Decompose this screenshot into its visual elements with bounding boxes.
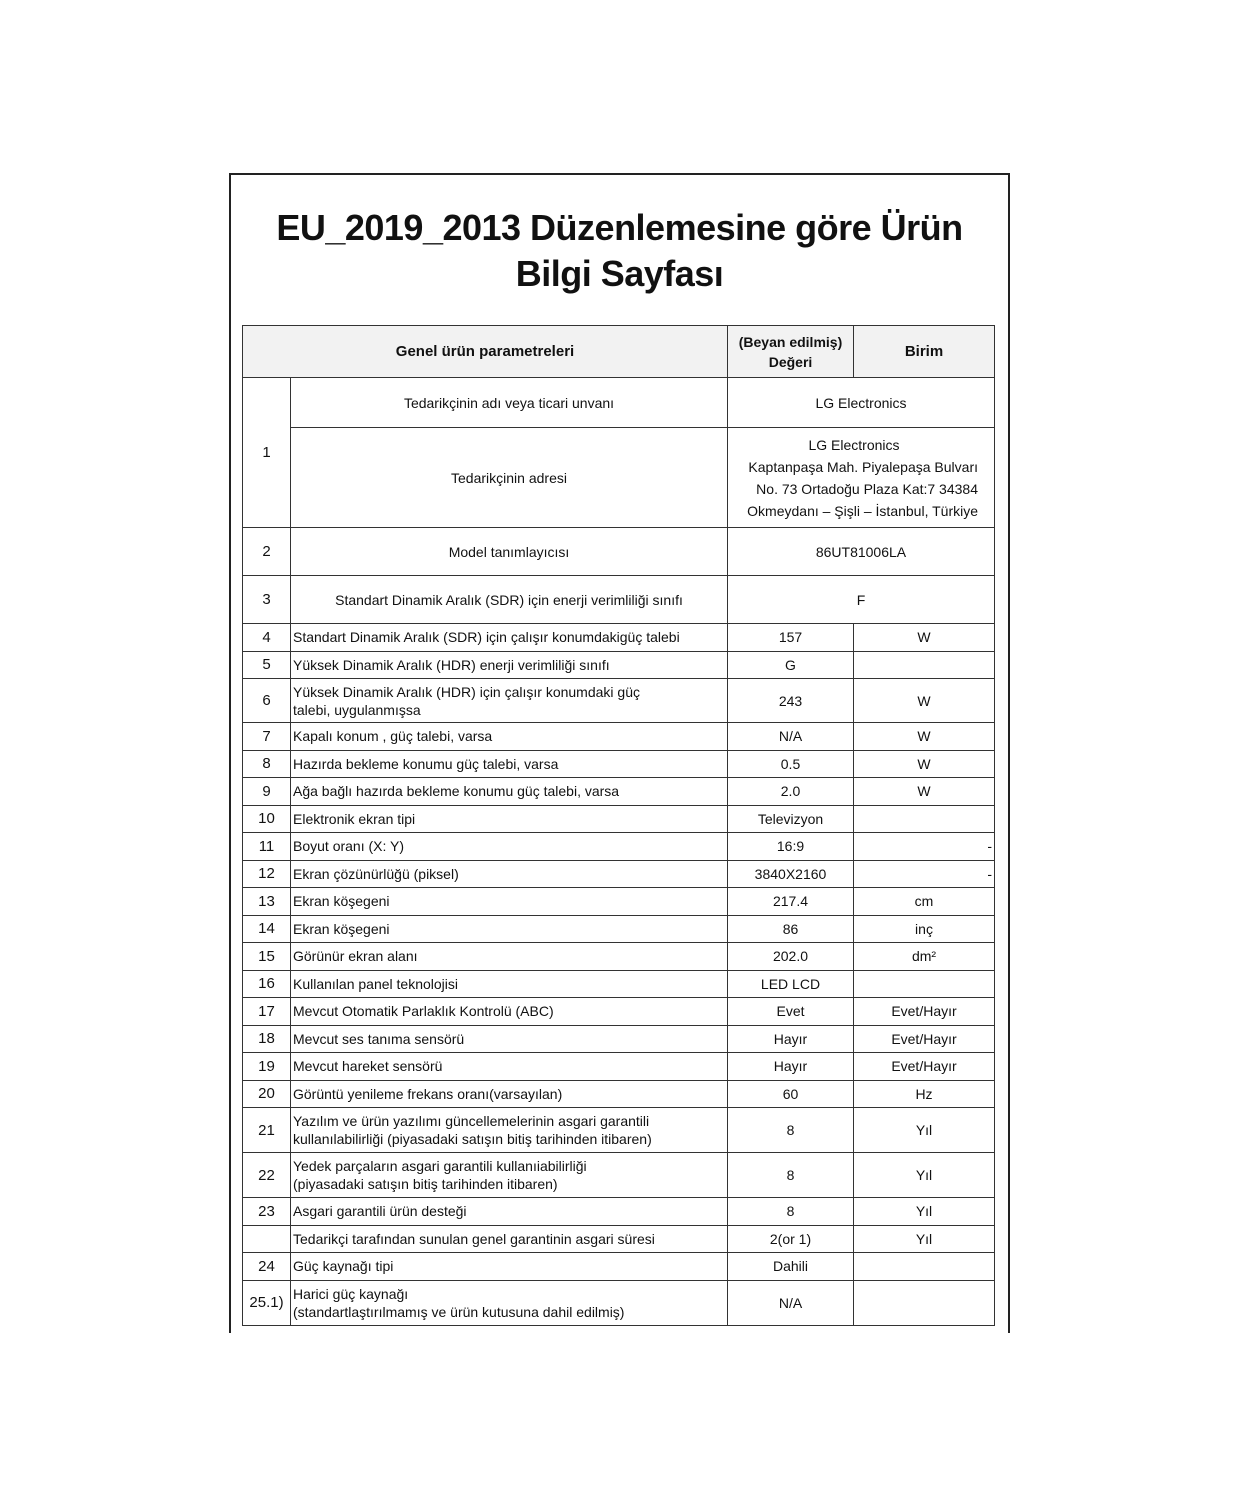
- row-unit-text: W: [917, 629, 931, 646]
- row-unit-text: dm²: [911, 948, 937, 965]
- row-number: 18: [243, 1025, 291, 1053]
- table-row: [243, 679, 995, 723]
- row-description: [291, 778, 728, 806]
- row-unit-text: Yıl: [915, 1203, 933, 1220]
- address-line: No. 73 Ortadoğu Plaza Kat:7 34384: [756, 480, 978, 497]
- row-number: 15: [243, 943, 291, 971]
- row-description: [291, 1153, 728, 1198]
- row-description: [291, 679, 728, 723]
- row-unit: [854, 860, 995, 888]
- row-description-line: Standart Dinamik Aralık (SDR) için çalışır konumdakigüç talebi: [293, 629, 680, 646]
- table-header-row: [243, 326, 995, 378]
- row-description-line: Yedek parçaların asgari garantili kullanıiabilirliği: [293, 1158, 587, 1174]
- row-description-line: Ağa bağlı hazırda bekleme konumu güç talebi, varsa: [293, 783, 620, 800]
- row-value: F: [728, 576, 995, 624]
- row-unit: [854, 805, 995, 833]
- table-row: [243, 528, 995, 576]
- row-number: 8: [243, 750, 291, 778]
- row-unit: [854, 888, 995, 916]
- row-number: 6: [243, 679, 291, 723]
- row-unit-text: W: [917, 728, 931, 745]
- row-description: [291, 998, 728, 1026]
- row-value: LED LCD: [728, 970, 854, 998]
- row-description: [291, 1108, 728, 1153]
- row-description-line: Kapalı konum , güç talebi, varsa: [293, 728, 493, 745]
- row-number: 3: [243, 576, 291, 624]
- table-row: [243, 1025, 995, 1053]
- row-value: Dahili: [728, 1253, 854, 1281]
- table-row: [243, 1153, 995, 1198]
- page-title: [229, 205, 1010, 297]
- row-number: 4: [243, 624, 291, 652]
- row-description: [291, 970, 728, 998]
- row-number: 17: [243, 998, 291, 1026]
- row-unit-dash: -: [987, 865, 992, 882]
- row-unit: [854, 943, 995, 971]
- row-description-line: Kullanılan panel teknolojisi: [293, 975, 458, 992]
- row-unit-text: W: [917, 755, 931, 772]
- address-line: LG Electronics: [808, 436, 900, 453]
- row-description: Tedarikçinin adresi: [291, 428, 728, 528]
- row-description-line: (standartlaştırılmamış ve ürün kutusuna dahil edilmiş): [293, 1303, 625, 1320]
- row-value: Hayır: [728, 1053, 854, 1081]
- row-description-line: Yüksek Dinamik Aralık (HDR) için çalışır konumdaki güç: [293, 683, 640, 700]
- row-description: [291, 1080, 728, 1108]
- title-line-2: Bilgi Sayfası: [515, 253, 724, 294]
- row-description-line: Mevcut ses tanıma sensörü: [293, 1030, 465, 1047]
- row-unit: [854, 1053, 995, 1081]
- row-number: 16: [243, 970, 291, 998]
- row-number: 12: [243, 860, 291, 888]
- header-unit: Birim: [854, 326, 995, 378]
- row-number: 9: [243, 778, 291, 806]
- table-row: [243, 888, 995, 916]
- table-row: [243, 915, 995, 943]
- row-value: 60: [728, 1080, 854, 1108]
- row-unit: [854, 1198, 995, 1226]
- row-description: [291, 1225, 728, 1253]
- product-info-table: [242, 325, 995, 1326]
- row-value: LG Electronics: [728, 378, 995, 428]
- row-number: 2: [243, 528, 291, 576]
- row-unit: [854, 915, 995, 943]
- row-value: 8: [728, 1108, 854, 1153]
- row-description: Standart Dinamik Aralık (SDR) için enerji verimliliği sınıfı: [291, 576, 728, 624]
- row-description: [291, 1053, 728, 1081]
- row-value: G: [728, 651, 854, 679]
- header-params: Genel ürün parametreleri: [243, 326, 728, 378]
- row-number: 23: [243, 1198, 291, 1226]
- row-description: [291, 915, 728, 943]
- title-line-1: EU_2019_2013 Düzenlemesine göre Ürün: [276, 207, 963, 248]
- row-description: [291, 833, 728, 861]
- row-description: [291, 1253, 728, 1281]
- row-description-line: Ekran köşegeni: [293, 893, 390, 910]
- row-description-line: Güç kaynağı tipi: [293, 1258, 394, 1275]
- row-value: 0.5: [728, 750, 854, 778]
- row-description: Model tanımlayıcısı: [291, 528, 728, 576]
- row-unit-text: W: [917, 783, 931, 800]
- row-number: 13: [243, 888, 291, 916]
- row-unit-dash: -: [987, 838, 992, 855]
- row-unit-text: Evet/Hayır: [891, 1058, 957, 1075]
- table-row: [243, 1198, 995, 1226]
- row-description-line: talebi, uygulanmışsa: [293, 701, 421, 718]
- row-value: 157: [728, 624, 854, 652]
- row-value: Hayır: [728, 1025, 854, 1053]
- table-row: [243, 750, 995, 778]
- row-unit: [854, 1080, 995, 1108]
- table-row: [243, 833, 995, 861]
- row-description-line: Elektronik ekran tipi: [293, 810, 416, 827]
- row-description-line: Asgari garantili ürün desteği: [293, 1203, 467, 1220]
- row-number: 5: [243, 651, 291, 679]
- row-unit-text: Yıl: [915, 1122, 933, 1138]
- row-description-line: Yüksek Dinamik Aralık (HDR) enerji verimliliği sınıfı: [293, 656, 610, 673]
- row-description: [291, 750, 728, 778]
- row-unit-text: inç: [915, 920, 933, 937]
- row-unit-text: Yıl: [915, 1167, 933, 1183]
- row-description-line: Görünür ekran alanı: [293, 948, 418, 965]
- row-number: 22: [243, 1153, 291, 1198]
- row-value: Televizyon: [728, 805, 854, 833]
- row-description-line: Ekran köşegeni: [293, 920, 390, 937]
- row-description-line: Mevcut Otomatik Parlaklık Kontrolü (ABC): [293, 1003, 554, 1020]
- row-description: [291, 651, 728, 679]
- row-number: [243, 1225, 291, 1253]
- row-unit: [854, 1025, 995, 1053]
- supplier-address: [728, 428, 995, 528]
- table-row: [243, 1280, 995, 1325]
- table-row: [243, 624, 995, 652]
- row-description-line: kullanılabilirliği (piyasadaki satışın bitiş tarihinden itibaren): [293, 1131, 652, 1147]
- row-description-line: (piyasadaki satışın bitiş tarihinden itibaren): [293, 1176, 558, 1192]
- row-unit-text: Evet/Hayır: [891, 1030, 957, 1047]
- row-description-line: Harici güç kaynağı: [293, 1285, 409, 1302]
- table-row: [243, 998, 995, 1026]
- row-unit-text: Hz: [915, 1085, 933, 1102]
- row-description-line: Mevcut hareket sensörü: [293, 1058, 443, 1075]
- table-row: [243, 805, 995, 833]
- row-description: [291, 1280, 728, 1325]
- table-row: [243, 723, 995, 751]
- header-value: [728, 326, 854, 378]
- row-unit: [854, 1225, 995, 1253]
- row-unit: [854, 624, 995, 652]
- row-unit: [854, 723, 995, 751]
- row-description: [291, 1198, 728, 1226]
- table-row: [243, 378, 995, 428]
- row-unit: [854, 679, 995, 723]
- row-value: 86UT81006LA: [728, 528, 995, 576]
- row-description-line: Ekran çözünürlüğü (piksel): [293, 865, 459, 882]
- address-line: Kaptanpaşa Mah. Piyalepaşa Bulvarı: [748, 458, 978, 475]
- row-value: 8: [728, 1198, 854, 1226]
- row-description: Tedarikçinin adı veya ticari unvanı: [291, 378, 728, 428]
- row-number: 7: [243, 723, 291, 751]
- row-value: 243: [728, 679, 854, 723]
- table-row: [243, 860, 995, 888]
- row-description-line: Tedarikçi tarafından sunulan genel garantinin asgari süresi: [293, 1230, 655, 1247]
- row-unit: [854, 1108, 995, 1153]
- row-value: 3840X2160: [728, 860, 854, 888]
- row-value: 2.0: [728, 778, 854, 806]
- row-number: 20: [243, 1080, 291, 1108]
- table-row: [243, 1080, 995, 1108]
- row-description-line: Boyut oranı (X: Y): [293, 838, 405, 855]
- row-value: 86: [728, 915, 854, 943]
- table-row: [243, 970, 995, 998]
- row-unit: [854, 1153, 995, 1198]
- row-number: 25.1): [243, 1280, 291, 1325]
- row-unit: [854, 778, 995, 806]
- row-description: [291, 624, 728, 652]
- row-number: 21: [243, 1108, 291, 1153]
- row-value: N/A: [728, 723, 854, 751]
- row-value: 217.4: [728, 888, 854, 916]
- row-unit-text: W: [917, 692, 931, 709]
- row-unit: [854, 1280, 995, 1325]
- row-description-line: Hazırda bekleme konumu güç talebi, varsa: [293, 755, 559, 772]
- row-unit: [854, 1253, 995, 1281]
- row-unit-text: Yıl: [915, 1230, 933, 1247]
- row-description: [291, 888, 728, 916]
- row-number: 10: [243, 805, 291, 833]
- row-number: 24: [243, 1253, 291, 1281]
- row-unit: [854, 750, 995, 778]
- table-row: [243, 651, 995, 679]
- table-row: [243, 576, 995, 624]
- row-number: 11: [243, 833, 291, 861]
- table-row: [243, 1053, 995, 1081]
- row-unit-text: Evet/Hayır: [891, 1003, 957, 1020]
- header-value-line-1: (Beyan edilmiş): [738, 333, 843, 350]
- row-value: 8: [728, 1153, 854, 1198]
- row-number: 1: [243, 378, 291, 528]
- row-number: 14: [243, 915, 291, 943]
- row-description: [291, 943, 728, 971]
- row-unit: [854, 970, 995, 998]
- table-row: [243, 428, 995, 528]
- table-row: [243, 1108, 995, 1153]
- row-unit: [854, 998, 995, 1026]
- table-row: [243, 1253, 995, 1281]
- row-value: 2(or 1): [728, 1225, 854, 1253]
- address-line: Okmeydanı – Şişli – İstanbul, Türkiye: [747, 502, 978, 519]
- row-value: 16:9: [728, 833, 854, 861]
- table-row: [243, 943, 995, 971]
- row-description: [291, 723, 728, 751]
- row-value: Evet: [728, 998, 854, 1026]
- table-row: [243, 1225, 995, 1253]
- row-description-line: Görüntü yenileme frekans oranı(varsayılan): [293, 1085, 563, 1102]
- row-unit: [854, 651, 995, 679]
- row-description: [291, 1025, 728, 1053]
- header-value-line-2: Değeri: [768, 353, 813, 370]
- row-unit-text: cm: [914, 893, 934, 910]
- row-number: 19: [243, 1053, 291, 1081]
- row-description: [291, 860, 728, 888]
- row-value: 202.0: [728, 943, 854, 971]
- row-value: N/A: [728, 1280, 854, 1325]
- row-description: [291, 805, 728, 833]
- table-row: [243, 778, 995, 806]
- row-description-line: Yazılım ve ürün yazılımı güncellemelerinin asgari garantili: [293, 1113, 650, 1129]
- row-unit: [854, 833, 995, 861]
